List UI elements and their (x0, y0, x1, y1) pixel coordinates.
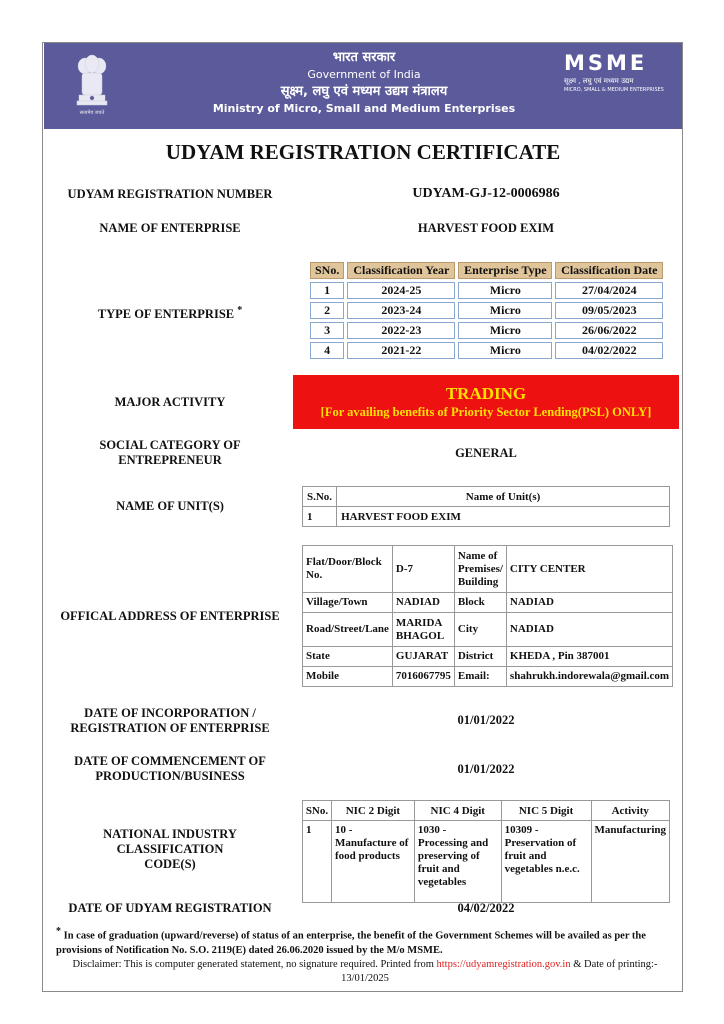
mobile-label: Mobile (303, 667, 393, 687)
classification-table (307, 259, 666, 362)
table-row (303, 613, 673, 647)
msme-logo (564, 52, 664, 94)
table-cell: Micro (458, 282, 552, 299)
table-cell: 2024-25 (347, 282, 455, 299)
reg-number-value: UDYAM-GJ-12-0006986 (412, 186, 560, 201)
table-cell: HARVEST FOOD EXIM (337, 507, 670, 527)
premises-label: Name of Premises/ Building (454, 546, 506, 593)
table-row (303, 647, 673, 667)
incorporation-label: DATE OF INCORPORATION / REGISTRATION OF ENTERPRISE (70, 706, 270, 735)
udyam-date-value: 04/02/2022 (457, 901, 515, 915)
table-cell: Micro (458, 322, 552, 339)
table-cell: Manufacturing (591, 821, 670, 903)
commencement-label: DATE OF COMMENCEMENT OF PRODUCTION/BUSINESS (74, 754, 266, 783)
table-header: Name of Unit(s) (337, 487, 670, 507)
certificate-title: UDYAM REGISTRATION CERTIFICATE (165, 140, 561, 164)
commencement-date: 01/01/2022 (457, 762, 515, 776)
table-cell: 1030 - Processing and preserving of fruit and vegetables (414, 821, 501, 903)
block-label: Block (454, 593, 506, 613)
table-cell: 3 (310, 322, 344, 339)
email-value: shahrukh.indorewala@gmail.com (506, 667, 672, 687)
table-cell: Micro (458, 342, 552, 359)
disclaimer-text: Disclaimer: This is computer generated statement, no signature required. Printed from (72, 959, 434, 970)
village-value: NADIAD (392, 593, 454, 613)
major-activity-label: MAJOR ACTIVITY (114, 395, 226, 409)
flat-label: Flat/Door/Block No. (303, 546, 393, 593)
table-cell: 2023-24 (347, 302, 455, 319)
udyam-date-label: DATE OF UDYAM REGISTRATION (68, 901, 272, 915)
table-row (310, 342, 663, 359)
table-cell: 1 (310, 282, 344, 299)
flat-value: D-7 (392, 546, 454, 593)
mobile-value: 7016067795 (392, 667, 454, 687)
table-header-row (303, 487, 670, 507)
state-value: GUJARAT (392, 647, 454, 667)
table-cell: 1 (303, 507, 337, 527)
emblem-caption: सत्यमेव जयते (79, 110, 105, 116)
table-row (303, 546, 673, 593)
table-cell: Micro (458, 302, 552, 319)
type-label-star: * (237, 305, 243, 316)
table-cell: 26/06/2022 (555, 322, 663, 339)
table-cell: 27/04/2024 (555, 282, 663, 299)
enterprise-name-value: HARVEST FOOD EXIM (417, 221, 555, 235)
table-row (310, 322, 663, 339)
table-cell: 09/05/2023 (555, 302, 663, 319)
table-header: SNo. (310, 262, 344, 279)
table-header: S.No. (303, 487, 337, 507)
incorporation-date: 01/01/2022 (457, 713, 515, 727)
government-title-block (194, 49, 534, 116)
major-activity-value: TRADING (445, 384, 527, 403)
address-label: OFFICAL ADDRESS OF ENTERPRISE (60, 609, 280, 623)
units-table (302, 486, 670, 527)
table-header: Classification Year (347, 262, 455, 279)
social-category-value: GENERAL (455, 446, 517, 460)
msme-hindi-tagline: सूक्ष्म , लघु एवं मध्यम उद्यम (564, 77, 634, 85)
table-cell: 1 (303, 821, 332, 903)
nic-table (302, 800, 670, 903)
city-label: City (454, 613, 506, 647)
nic-label: NATIONAL INDUSTRY CLASSIFICATION CODE(S) (103, 827, 237, 871)
enterprise-name-label: NAME OF ENTERPRISE (99, 221, 241, 235)
header-banner (44, 43, 682, 129)
table-cell: 2021-22 (347, 342, 455, 359)
table-header: Classification Date (555, 262, 663, 279)
table-header: NIC 5 Digit (501, 801, 591, 821)
table-row (303, 507, 670, 527)
premises-value: CITY CENTER (506, 546, 672, 593)
units-label: NAME OF UNIT(S) (116, 499, 224, 513)
table-cell: 10309 - Preservation of fruit and vegetables n.e.c. (501, 821, 591, 903)
type-label-text: TYPE OF ENTERPRISE (97, 307, 235, 322)
government-text: Government of India (307, 68, 421, 81)
table-row (303, 821, 670, 903)
major-activity-box (293, 375, 679, 429)
national-emblem-icon (74, 53, 110, 117)
social-category-label: SOCIAL CATEGORY OF ENTREPRENEUR (99, 438, 241, 467)
graduation-footnote (56, 925, 674, 958)
table-cell: 2 (310, 302, 344, 319)
udyam-registration-link[interactable]: https://udyamregistration.gov.in (436, 959, 571, 970)
disclaimer (56, 958, 674, 986)
reg-number-label: UDYAM REGISTRATION NUMBER (67, 187, 273, 201)
road-label: Road/Street/Lane (303, 613, 393, 647)
ministry-text: Ministry of Micro, Small and Medium Enterprises (212, 102, 516, 115)
address-table (302, 545, 673, 687)
block-value: NADIAD (506, 593, 672, 613)
table-row (310, 302, 663, 319)
table-cell: 2022-23 (347, 322, 455, 339)
msme-english-tagline: MICRO, SMALL & MEDIUM ENTERPRISES (564, 87, 664, 93)
table-header: Activity (591, 801, 670, 821)
type-of-enterprise-label (50, 303, 290, 322)
table-row (303, 593, 673, 613)
hindi-ministry-text: सूक्ष्म, लघु एवं मध्यम उद्यम मंत्रालय (280, 84, 448, 99)
road-value: MARIDA BHAGOL (392, 613, 454, 647)
footnote-text: In case of graduation (upward/reverse) of status of an enterprise, the benefit of the Government Schemes will be availed as per the provisions of Notification No. S.O. 2119(E) dated 26.06.2020 issued by the M/o MSME. (56, 930, 646, 956)
state-label: State (303, 647, 393, 667)
hindi-government-text: भारत सरकार (332, 50, 396, 65)
district-label: District (454, 647, 506, 667)
village-label: Village/Town (303, 593, 393, 613)
table-header-row (303, 801, 670, 821)
table-header-row (310, 262, 663, 279)
table-header: NIC 2 Digit (331, 801, 414, 821)
table-cell: 10 - Manufacture of food products (331, 821, 414, 903)
table-row (303, 667, 673, 687)
psl-note: [For availing benefits of Priority Sector Lending(PSL) ONLY] (320, 405, 652, 419)
email-label: Email: (454, 667, 506, 687)
table-header: Enterprise Type (458, 262, 552, 279)
table-header: SNo. (303, 801, 332, 821)
table-row (310, 282, 663, 299)
printing-date-text: & Date of printing:- 13/01/2025 (341, 959, 658, 984)
district-value: KHEDA , Pin 387001 (506, 647, 672, 667)
msme-wordmark: MSME (564, 51, 648, 75)
table-header: NIC 4 Digit (414, 801, 501, 821)
footnote-star: * (56, 926, 61, 937)
city-value: NADIAD (506, 613, 672, 647)
table-cell: 4 (310, 342, 344, 359)
table-cell: 04/02/2022 (555, 342, 663, 359)
